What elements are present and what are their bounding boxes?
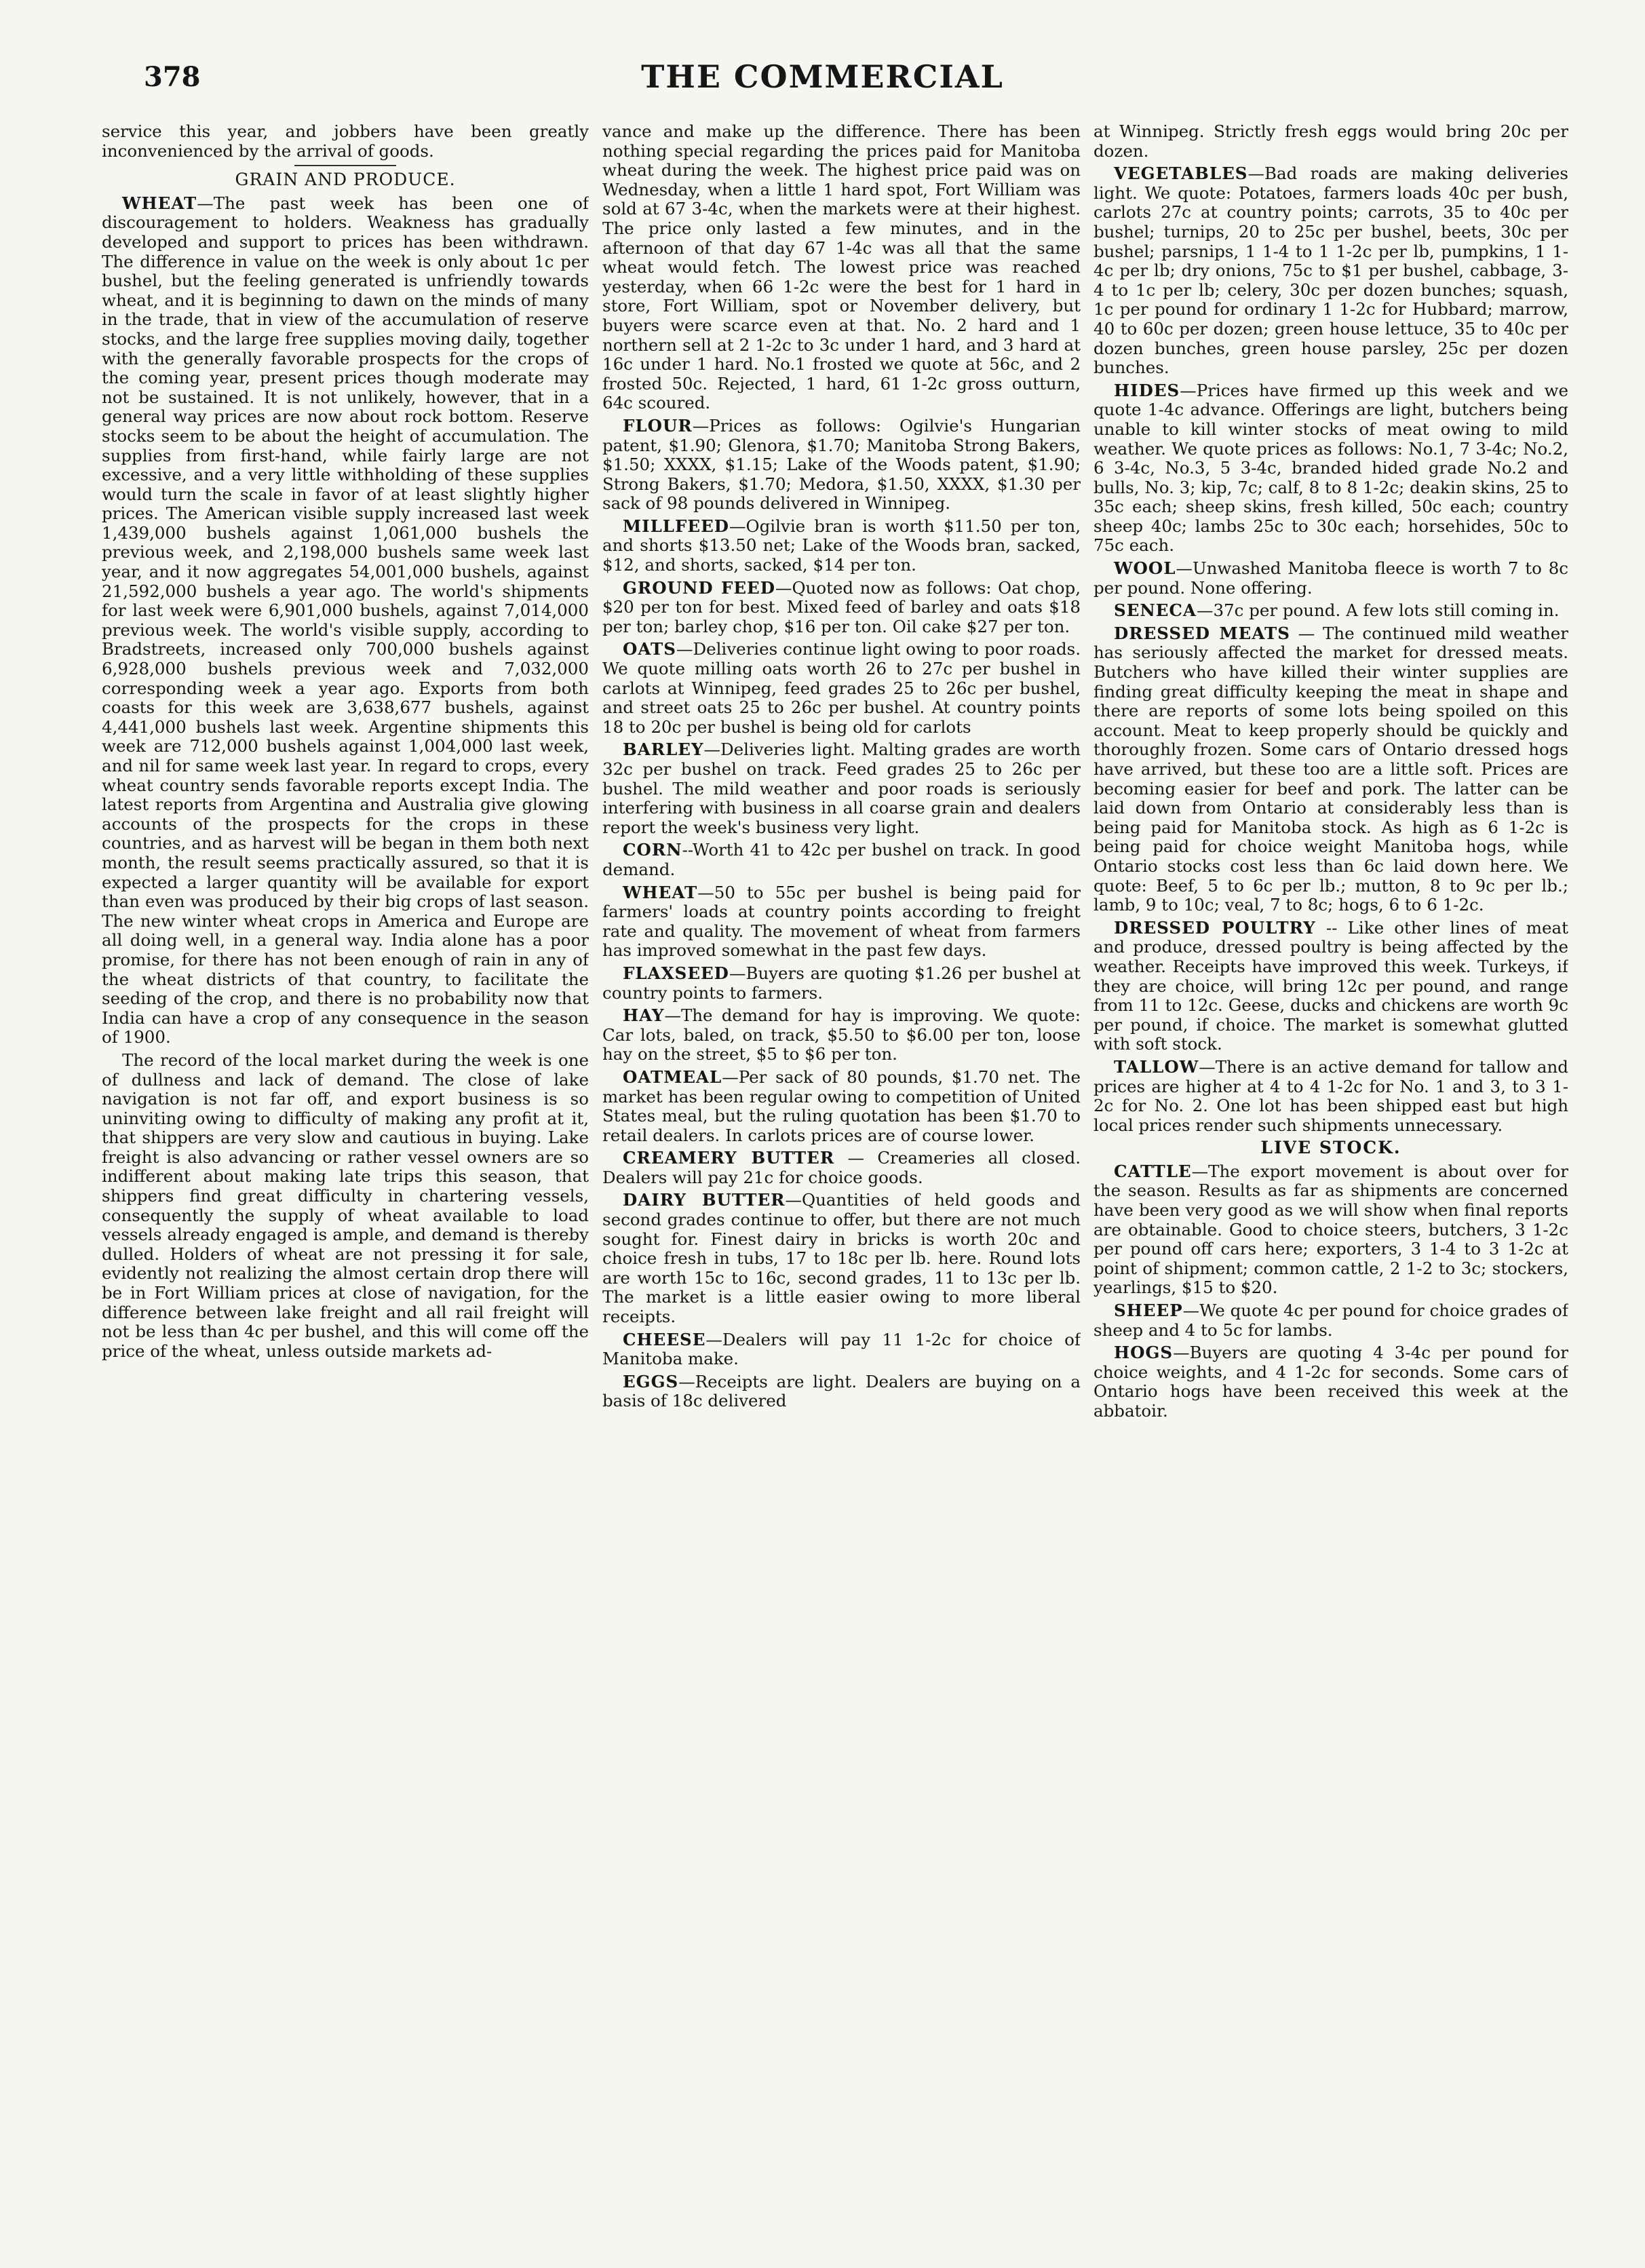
paragraph-dressed-poultry [1094,919,1568,1054]
paragraph-dressed-meats [1094,624,1568,915]
item-lead: OATS [623,639,676,659]
item-lead: DAIRY BUTTER [623,1190,786,1210]
item-text: —50 to 55c per bushel is being paid for farmers' loads at country points according to freight rate and quality. The movement of wheat from farmers has improved somewhat in the past few days. [602,882,1081,961]
paragraph-local-market: The record of the local market during the week is one of dullness and lack of demand. The close of lake navigation is not far off, and export business is so uninviting owing to difficulty of making any profit at it, that shippers are very slow and cautious in buying. Lake freight is also advancing or rather vessel owners are so indifferent about making late trips this season, that shippers find great difficulty in chartering vessels, consequently the supply of wheat available to load vessels already engaged is ample, and demand is thereby dulled. Holders of wheat are not pressing it for sale, evidently not realizing the almost certain drop there will be in Fort William prices at close of navigation, for the difference between lake freight and all rail freight will not be less than 4c per bushel, and this will come off the price of the wheat, unless outside markets ad- [102,1050,589,1361]
item-text: —Deliveries continue light owing to poor roads. We quote milling oats worth 26 to 27c per bushel in carlots at Winnipeg, feed grades 25 to 26c per bushel, and street oats 25 to 26c per bushel. At country points 18 to 20c per bushel is being old for carlots [602,639,1081,737]
divider [294,165,396,166]
item-lead: CHEESE [623,1329,706,1349]
item-text: —Prices as follows: Ogilvie's Hungarian patent, $1.90; Glenora, $1.70; Manitoba Strong Bakers, $1.50; XXXX, $1.15; Lake of the Woods patent, $1.90; Strong Bakers, $1.70; Medora, $1.50, XXXX, $1.30 per sack of 98 pounds delivered in Winnipeg. [602,415,1081,514]
paragraph-hides [1094,381,1568,556]
paragraph-flaxseed [602,964,1081,1003]
item-lead: MILLFEED [623,516,730,536]
paragraph-wheat [102,194,589,1047]
page-number: 378 [144,61,201,93]
paragraph-vegetables [1094,164,1568,378]
item-lead: VEGETABLES [1114,164,1248,184]
item-text: —Quantities of held goods and second grades continue to offer, but there are not much sought for. Finest dairy in bricks is worth 20c and choice fresh in tubs, 17 to 18c per lb. here. Round lots are worth 15c to 16c, second grades, 11 to 13c per lb. The market is a little easier owing to more liberal receipts. [602,1190,1081,1327]
item-text: —The past week has been one of discouragement to holders. Weakness has gradually developed and support to prices has been withdrawn. The difference in value on the week is only about 1c per bushel, but the feeling generated is unfriendly towards wheat, and it is beginning to dawn on the minds of many in the trade, that in view of the accumulation of reserve stocks, and the large free supplies moving daily, together with the generally favorable prospects for the crops of the coming year, present prices though moderate may not be sustained. It is not unlikely, however, that in a general way prices are now about rock bottom. Reserve stocks seem to be about the height of accumulation. The supplies from first-hand, while fairly large are not excessive, and a very little withholding of these supplies would turn the scale in favor of at least slightly higher prices. The American visible supply increased last week 1,439,000 bushels against 1,061,000 bushels the previous week, and 2,198,000 bushels same week last year, and it now aggregates 54,001,000 bushels, against 21,592,000 bushels a year ago. The world's shipments for last week were 6,901,000 bushels, against 7,014,000 previous week. The world's visible supply, according to Bradstreets, increased only 700,000 bushels against 6,928,000 bushels previous week and 7,032,000 corresponding week a year ago. Exports from both coasts for this week are 3,638,677 bushels, against 4,441,000 bushels last week. Argentine shipments this week are 712,000 bushels against 1,004,000 last week, and nil for same week last year. In regard to crops, every wheat country sends favorable reports except India. The latest reports from Argentina and Australia give glowing accounts of the prospects for the crops in these countries, and as harvest will be began in them both next month, the result seems practically assured, so that it is expected a larger quantity will be available for export than even was produced by their big crops of last season. The new winter wheat crops in America and Europe are all doing well, in a general way. India alone has a poor promise, for there has not been enough of rain in any of the wheat districts of that country, to facilitate the seeding of the crop, and there is no probability now that India can have a crop of any consequence in the season of 1900. [102,193,589,1047]
item-lead: DRESSED MEATS [1114,623,1290,643]
item-lead: FLAXSEED [623,963,729,983]
item-text: —37c per pound. A few lots still coming in. [1196,600,1560,621]
item-text: —Unwashed Manitoba fleece is worth 7 to 8c per pound. None offering. [1094,558,1568,598]
item-text: —Quoted now as follows: Oat chop, $20 per ton for best. Mixed feed of barley and oats $18 per ton; barley chop, $16 per ton. Oil cake $27 per ton. [602,577,1081,636]
paragraph-creamery-butter [602,1149,1081,1187]
item-lead: EGGS [623,1371,679,1391]
column-2 [602,122,1081,2241]
item-text: — Creameries all closed. Dealers will pay 21c for choice goods. [602,1148,1081,1187]
item-text: —Deliveries light. Malting grades are worth 32c per bushel on track. Feed grades 25 to 26c per bushel. The mild weather and poor roads is seriously interfering with business in all coarse grain and dealers report the week's business very light. [602,739,1081,837]
paragraph-flour [602,417,1081,514]
paragraph-tallow [1094,1058,1568,1135]
item-text: —Buyers are quoting $1.26 per bushel at country points to farmers. [602,963,1081,1003]
item-text: —Dealers will pay 11 1-2c for choice of Manitoba make. [602,1329,1081,1369]
item-text: —Receipts are light. Dealers are buying on a basis of 18c delivered [602,1371,1081,1411]
section-heading-live-stock: LIVE STOCK. [1260,1138,1401,1158]
item-lead: DRESSED POULTRY [1114,917,1316,938]
item-lead: HIDES [1114,380,1180,400]
item-lead: HAY [623,1005,665,1026]
item-text: —The demand for hay is improving. We quote: Car lots, baled, on track, $5.50 to $6.00 per ton, loose hay on the street, $5 to $6 per ton. [602,1005,1081,1064]
paragraph-barley [602,740,1081,837]
paragraph-ground-feed [602,579,1081,637]
item-text: —Per sack of 80 pounds, $1.70 net. The market has been regular owing to competition of United States meal, but the ruling quotation has been $1.70 to retail dealers. In carlots prices are of course lower. [602,1066,1081,1145]
item-lead: WHEAT [122,193,197,213]
item-lead: SHEEP [1114,1301,1183,1321]
item-lead: OATMEAL [623,1066,722,1087]
item-text: —We quote 4c per pound for choice grades of sheep and 4 to 5c for lambs. [1094,1301,1568,1340]
paragraph: vance and make up the difference. There has been nothing special regarding the prices paid for Manitoba wheat during the week. The highest price paid was on Wednesday, when a little 1 hard spot, Fort William was sold at 67 3-4c, when the markets were at their highest. The price only lasted a few minutes, and in the afternoon of that day 67 1-4c was all that the same wheat would fetch. The lowest price was reached yesterday, when 66 1-2c were the best for 1 hard in store, Fort William, spot or November delivery, but buyers were scarce even at that. No. 2 hard and 1 northern sell at 2 1-2c to 3c under 1 hard, and 3 hard at 16c under 1 hard. No.1 frosted we quote at 56c, and 2 frosted 50c. Rejected, 1 hard, 61 1-2c gross outturn, 64c scoured. [602,122,1081,413]
item-lead: SENECA [1114,600,1197,621]
column-1 [102,122,589,2241]
paragraph-dairy-butter [602,1191,1081,1326]
item-text: —There is an active demand for tallow and prices are higher at 4 to 4 1-2c for No. 1 and 3, to 3 1-2c for No. 2. One lot has been shipped east but high local prices render such shipments unnecessary. [1094,1056,1568,1135]
item-text: --Worth 41 to 42c per bushel on track. In good demand. [602,840,1081,879]
item-text: —Ogilvie bran is worth $11.50 per ton, and shorts $13.50 net; Lake of the Woods bran, sacked, $12, and shorts, sacked, $14 per ton. [602,516,1081,575]
section-heading-grain: GRAIN AND PRODUCE. [235,170,456,190]
paragraph-oats [602,640,1081,737]
paragraph: at Winnipeg. Strictly fresh eggs would bring 20c per dozen. [1094,122,1568,161]
item-text: -- Like other lines of meat and produce, dressed poultry is being affected by the weather. Receipts have improved this week. Turkeys, if they are choice, will bring 12c per pound, and range from 11 to 12c. Geese, ducks and chickens are worth 9c per pound, if choice. The market is somewhat glutted with soft stock. [1094,917,1568,1054]
item-lead: CORN [623,840,682,860]
item-lead: FLOUR [623,415,693,436]
item-text: — The continued mild weather has seriously affected the market for dressed meats. Butchers who have killed their winter supplies are finding great difficulty keeping the meat in shape and there are reports of some lots being spoiled on this account. Meat to keep properly should be quickly and thoroughly frozen. Some cars of Ontario dressed hogs have arrived, but these too are a little soft. Prices are becoming easier for beef and pork. The latter can be laid down from Ontario at considerably less than is being paid for Manitoba stock. As high as 6 1-2c is being paid for choice weight Manitoba hogs, while Ontario stocks cost less than 6c laid down here. We quote: Beef, 5 to 6c per lb.; mutton, 8 to 9c per lb.; lamb, 9 to 10c; veal, 7 to 8c; hogs, 6 to 6 1-2c. [1094,623,1568,915]
paragraph-corn [602,841,1081,879]
item-lead: TALLOW [1114,1056,1199,1077]
item-lead: WHEAT [623,882,698,902]
column-3 [1094,122,1568,2241]
item-lead: GROUND FEED [623,577,775,598]
paragraph-eggs [602,1372,1081,1411]
paragraph-cheese [602,1330,1081,1369]
paragraph-wheat [602,883,1081,961]
paragraph: service this year, and jobbers have been greatly inconvenienced by the arrival of goods. [102,122,589,161]
paragraph-hogs [1094,1343,1568,1421]
item-text: —Bad roads are making deliveries light. We quote: Potatoes, farmers loads 40c per bush, carlots 27c at country points; carrots, 35 to 40c per bushel; turnips, 20 to 25c per bushel, beets, 30c per bushel; parsnips, 1 1-4 to 1 1-2c per lb, pumpkins, 1 1-4c per lb; dry onions, 75c to $1 per bushel, cabbage, 3-4 to 1c per lb; celery, 30c per dozen bunches; squash, 1c per pound for ordinary 1 1-2c for Hubbard; marrow, 40 to 60c per dozen; green house lettuce, 35 to 40c per dozen bunches, green house parsley, 25c per dozen bunches. [1094,164,1568,378]
item-text: —Buyers are quoting 4 3-4c per pound for choice weights, and 4 1-2c for seconds. Some cars of Ontario hogs have been received this week at the abbatoir. [1094,1343,1568,1421]
masthead-title: THE COMMERCIAL [641,58,1004,95]
item-lead: WOOL [1114,558,1176,579]
paragraph-cattle [1094,1162,1568,1298]
item-text: —The export movement is about over for the season. Results as far as shipments are concerned have been very good as we will show when final reports are obtainable. Good to choice steers, butchers, 3 1-2c per pound off cars here; exporters, 3 1-4 to 3 1-2c at point of shipment; common cattle, 2 1-2 to 3c; stockers, yearlings, $15 to $20. [1094,1161,1568,1298]
paragraph-seneca [1094,601,1568,621]
paragraph-sheep [1094,1301,1568,1340]
item-lead: HOGS [1114,1343,1174,1363]
item-lead: BARLEY [623,739,704,760]
item-lead: CATTLE [1114,1161,1192,1181]
item-text: —Prices have firmed up this week and we quote 1-4c advance. Offerings are light, butchers being unable to kill winter stocks of meat owing to mild weather. We quote prices as follows: No.1, 7 3-4c; No.2, 6 3-4c, No.3, 5 3-4c, branded hided grade No.2 and bulls, No. 3; kip, 7c; calf, 8 to 8 1-2c; deakin skins, 25 to 35c each; sheep skins, fresh killed, 50c each; country sheep 40c; lambs 25c to 30c each; horsehides, 50c to 75c each. [1094,380,1568,556]
paragraph-wool [1094,559,1568,598]
item-lead: CREAMERY BUTTER [623,1148,835,1168]
paragraph-hay [602,1006,1081,1064]
paragraph-oatmeal [602,1068,1081,1145]
paragraph-millfeed [602,517,1081,575]
